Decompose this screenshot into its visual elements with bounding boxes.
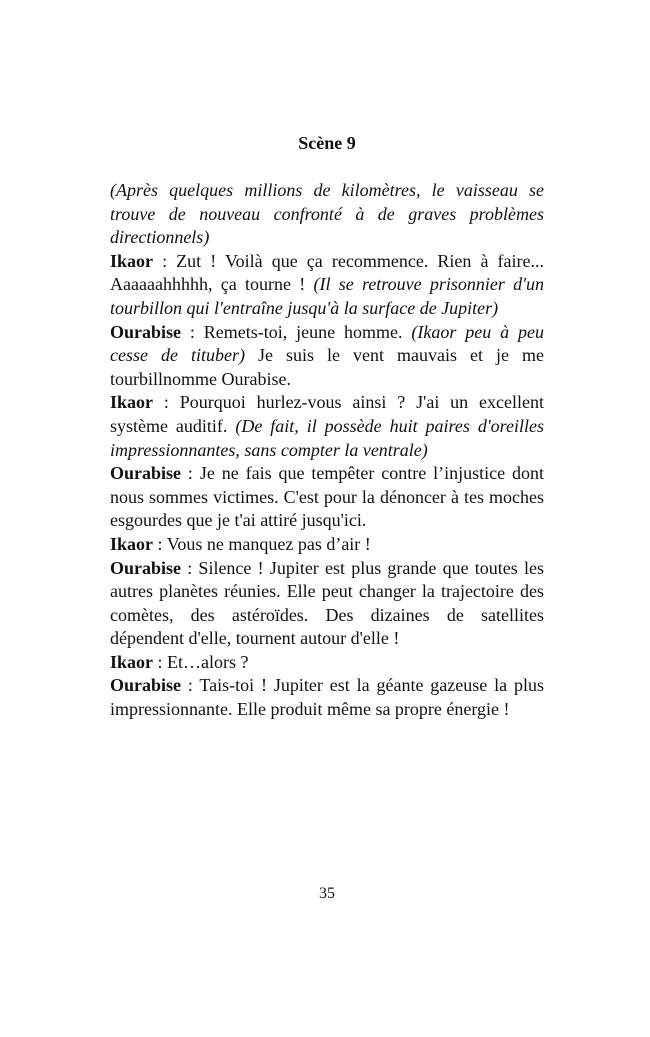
- speech-text: : Pourquoi hurlez-vous ainsi ? J'ai un excellent système auditif.: [110, 392, 544, 436]
- speech-text: : Tais-toi ! Jupiter est la géante gazeuse la plus impressionnante. Elle produit même sa propre énergie !: [110, 675, 544, 720]
- stage-direction: (Après quelques millions de kilomètres, le vaisseau se trouve de nouveau confronté à de graves problèmes directionnels): [110, 180, 544, 248]
- speech-text: : Remets-toi, jeune homme.: [181, 321, 412, 342]
- speaker-name: Ourabise: [110, 321, 182, 342]
- book-page: [110, 0, 544, 1037]
- speech-text: : Zut ! Voilà que ça recommence. Rien à faire... Aaaaaahhhhh, ça tourne !: [110, 250, 544, 295]
- stage-direction-line: [110, 179, 544, 250]
- dialogue-line: [110, 321, 544, 392]
- dialogue-line: [110, 462, 544, 533]
- speaker-name: Ikaor: [110, 392, 154, 413]
- scene-title: Scène 9: [298, 133, 356, 153]
- speech-text: : Et…alors ?: [153, 651, 249, 672]
- speaker-name: Ikaor: [110, 651, 154, 672]
- dialogue-line: [110, 651, 544, 675]
- dialogue-body: [110, 179, 544, 722]
- speaker-name: Ourabise: [110, 557, 182, 578]
- dialogue-line: [110, 391, 544, 462]
- stage-direction: (Ikaor peu à peu cesse de tituber): [110, 321, 544, 366]
- speech-text: : Je ne fais que tempêter contre l’injustice dont nous sommes victimes. C'est pour la dénoncer à tes moches esgourdes que je t'ai attiré jusqu'ici.: [110, 463, 544, 531]
- speaker-name: Ourabise: [110, 463, 182, 484]
- speaker-name: Ikaor: [110, 533, 154, 554]
- speech-text: Je suis le vent mauvais et je me tourbillnomme Ourabise.: [110, 345, 544, 389]
- stage-direction: (Il se retrouve prisonnier d'un tourbillon qui l'entraîne jusqu'à la surface de Jupiter): [110, 274, 545, 318]
- dialogue-line: [110, 674, 544, 721]
- dialogue-line: [110, 557, 544, 651]
- stage-direction: (De fait, il possède huit paires d'oreilles impressionnantes, sans compter la ventrale): [110, 415, 544, 460]
- speaker-name: Ourabise: [110, 675, 182, 696]
- page-number: 35: [319, 885, 335, 902]
- dialogue-line: [110, 533, 544, 557]
- speech-text: : Silence ! Jupiter est plus grande que toutes les autres planètes réunies. Elle peut changer la trajectoire des comètes, des astéroïdes. Des dizaines de satellites dépendent d'elle, tournent autour d'elle !: [110, 557, 544, 649]
- speaker-name: Ikaor: [110, 250, 154, 271]
- speech-text: : Vous ne manquez pas d’air !: [153, 533, 371, 554]
- dialogue-line: [110, 250, 544, 321]
